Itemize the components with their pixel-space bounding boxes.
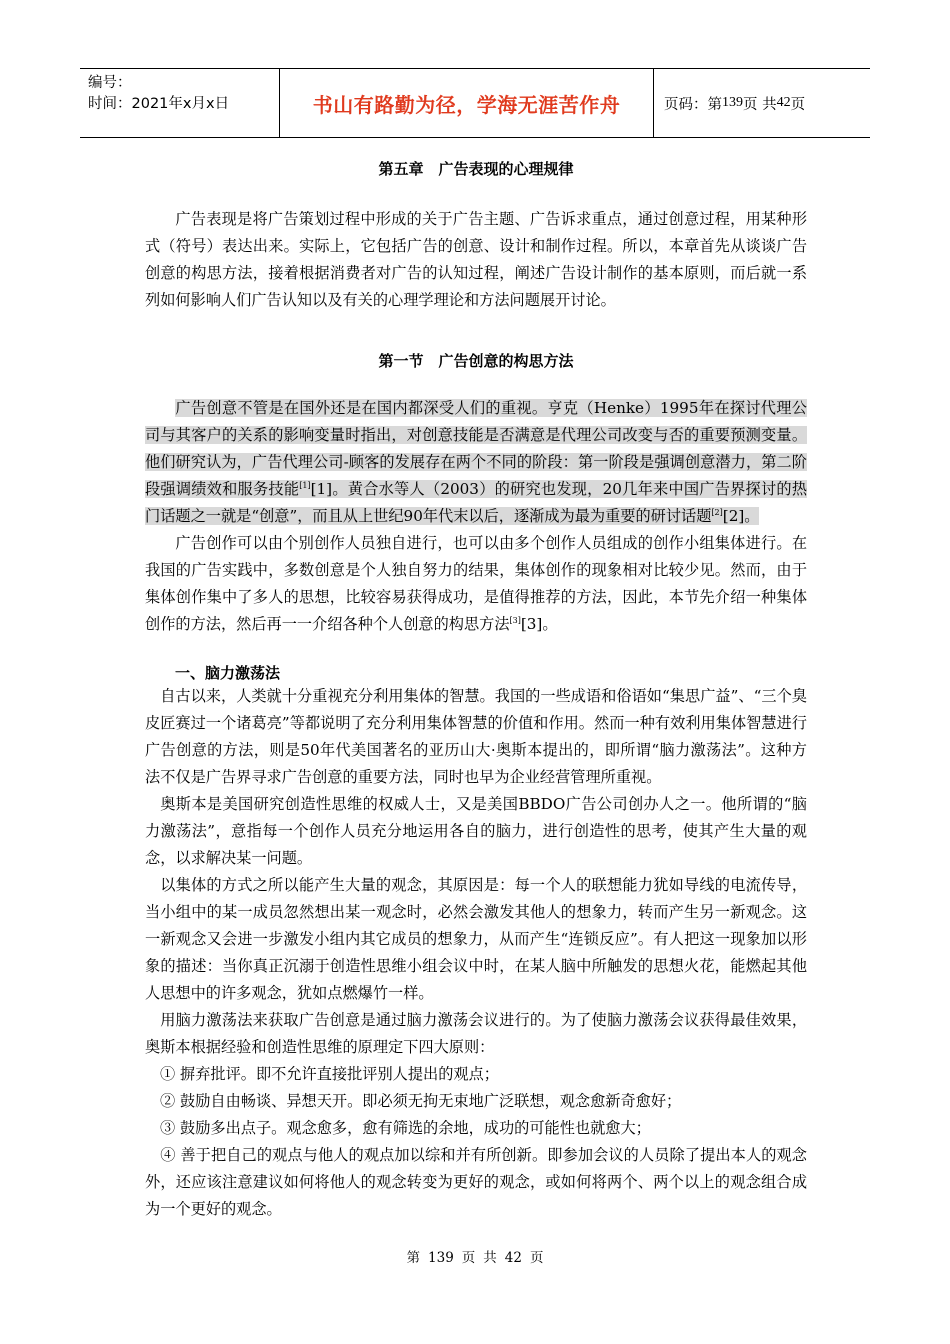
footer-last: 页 (529, 1250, 544, 1266)
footer-current: 139 (428, 1250, 454, 1266)
header-page-info (654, 69, 870, 137)
page-current: 139 (722, 95, 743, 110)
footnote-sup-3: [3] (509, 615, 521, 625)
section-title: 第一节 广告创意的构思方法 (378, 352, 574, 370)
para2-text: 广告创作可以由个别创作人员独自进行，也可以由多个创作人员组成的创作小组集体进行。在我国的广告实践中，多数创意是个人独自努力的结果，集体创作的现象相对比较少见。然而，由于集体创作集中了多人的思想，比较容易获得成功，是值得推荐的方法，因此，本节先介绍一种集体创作的方法，然后再一一介绍各种个人创意的构思方法 (145, 534, 807, 633)
document-body (145, 158, 807, 1223)
para2-end: 。 (542, 615, 558, 633)
page-prefix: 页码：第 (664, 96, 722, 113)
footnote-sup-1: [1] (299, 480, 311, 490)
footer-total: 42 (504, 1250, 522, 1266)
footnote-sup-2: [2] (711, 507, 723, 517)
paragraph: 自古以来，人类就十分重视充分利用集体的智慧。我国的一些成语和俗语如“集思广益”、“三个臭皮匠赛过一个诸葛亮”等都说明了充分利用集体智慧的价值和作用。然而一种有效利用集体智慧进行广告创意的方法，则是50年代美国著名的亚历山大·奥斯本提出的，即所谓“脑力激荡法”。这种方法不仅是广告界寻求广告创意的重要方法，同时也早为企业经营管理所重视。 (145, 687, 807, 786)
rule-item: ③ 鼓励多出点子。观念愈多，愈有筛选的余地，成功的可能性也就愈大； (160, 1119, 651, 1137)
footer-page-word: 页 (461, 1250, 476, 1266)
page-header (80, 68, 870, 138)
rule-item: ④ 善于把自己的观点与他人的观点加以综和并有所创新。即参加会议的人员除了提出本人的观念外，还应该注意建议如何将他人的观念转变为更好的观念，或如何将两个、两个以上的观念组合成为一个更好的观念。 (145, 1146, 807, 1218)
header-meta (80, 69, 280, 137)
paragraph: 用脑力激荡法来获取广告创意是通过脑力激荡会议进行的。为了使脑力激荡会议获得最佳效果，奥斯本根据经验和创造性思维的原理定下四大原则： (145, 1011, 807, 1056)
footer-first: 第 (406, 1250, 421, 1266)
hl-text-3: 。 (744, 507, 760, 525)
header-motto: 书山有路勤为径，学海无涯苦作舟 (312, 92, 621, 117)
header-motto-cell (280, 69, 654, 137)
document-number-label: 编号： (88, 75, 132, 91)
paragraph: 奥斯本是美国研究创造性思维的权威人士，又是美国BBDO广告公司创办人之一。他所谓的“脑力激荡法”，意指每一个创作人员充分地运用各自的脑力，进行创造性的思考，使其产生大量的观念，以求解决某一问题。 (145, 795, 807, 867)
page-mid: 页 共 (743, 96, 777, 113)
intro-paragraph: 广告表现是将广告策划过程中形成的关于广告主题、广告诉求重点，通过创意过程，用某种形式（符号）表达出来。实际上，它包括广告的创意、设计和制作过程。所以，本章首先从谈谈广告创意的构思方法，接着根据消费者对广告的认知过程，阐述广告设计制作的基本原则，而后就一系列如何影响人们广告认知以及有关的心理学理论和方法问题展开讨论。 (145, 210, 807, 309)
reference-2: [2] (722, 507, 745, 525)
chapter-title: 第五章 广告表现的心理规律 (378, 160, 574, 178)
paragraph-collective-creation (145, 530, 807, 638)
reference-3: [3] (520, 615, 543, 633)
rule-item: ② 鼓励自由畅谈、异想天开。即必须无拘无束地广泛联想，观念愈新奇愈好； (160, 1092, 682, 1110)
page-suffix: 页 (790, 96, 806, 113)
footer-total-word: 共 (483, 1250, 497, 1266)
reference-1: [1] (310, 480, 333, 498)
hl-text-2: 。黄合水等人（2003）的研究也发现，20几年来中国广告界探讨的热门话题之一就是“创意”，而且从上世纪90年代末以后，逐渐成为最为重要的研讨话题 (145, 480, 808, 525)
highlighted-paragraph (145, 395, 807, 530)
hl-text-1: 广告创意不管是在国外还是在国内都深受人们的重视。亨克（Henke）1995年在探讨代理公司与其客户的关系的影响变量时指出，对创意技能是否满意是代理公司改变与否的重要预测变量。他们研究认为，广告代理公司-顾客的发展存在两个不同的阶段：第一阶段是强调创意潜力，第二阶段强调绩效和服务技能 (145, 399, 807, 498)
page-total: 42 (776, 95, 791, 110)
paragraph: 以集体的方式之所以能产生大量的观念，其原因是：每一个人的联想能力犹如导线的电流传导，当小组中的某一成员忽然想出某一观念时，必然会激发其他人的想象力，转而产生另一新观念。这一新观念又会进一步激发小组内其它成员的想象力，从而产生“连锁反应”。有人把这一现象加以形象的描述：当你真正沉溺于创造性思维小组会议中时，在某人脑中所触发的思想火花，能燃起其他人思想中的许多观念，犹如点燃爆竹一样。 (145, 876, 807, 1002)
subsection-title: 一、脑力激荡法 (175, 664, 281, 682)
rule-item: ① 摒弃批评。即不允许直接批评别人提出的观点； (160, 1065, 499, 1083)
document-date: 时间：2021年x月x日 (88, 96, 230, 112)
page-footer (0, 1246, 950, 1266)
